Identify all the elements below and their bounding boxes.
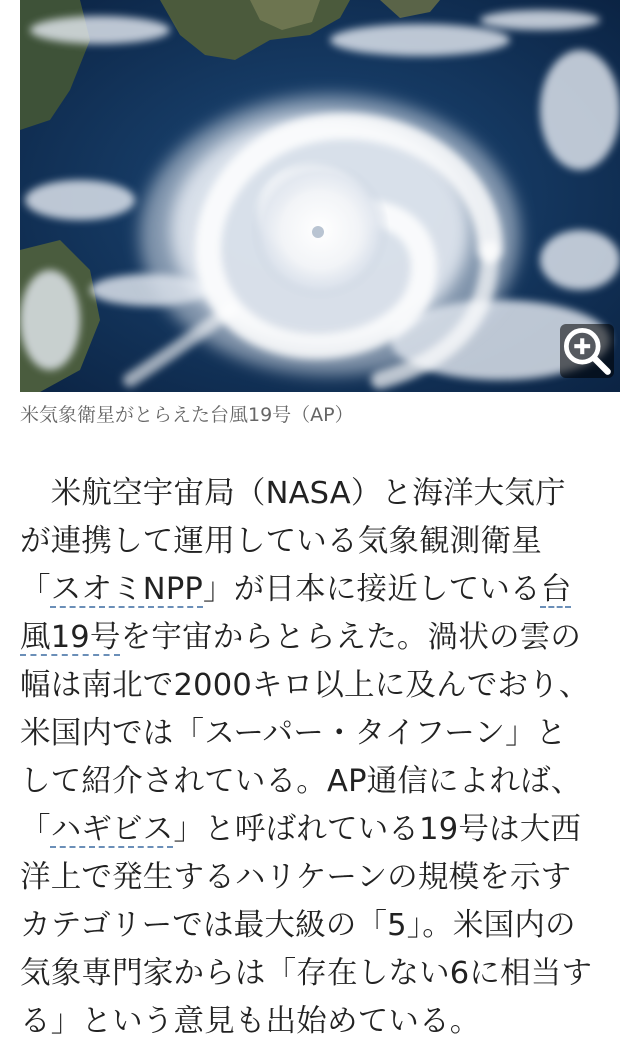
satellite-image	[20, 0, 620, 392]
keyword-link[interactable]: 台	[540, 572, 572, 607]
article-text: カテゴリーでは最大級の「5」。米国内の	[20, 908, 576, 943]
article-text: 幅は南北で2000キロ以上に及んでおり、	[20, 668, 590, 703]
article-text: 「	[20, 572, 51, 607]
article-text: が連携して運用している気象観測衛星	[20, 524, 542, 559]
article-line	[20, 854, 620, 902]
article-body	[20, 470, 620, 1046]
article-line	[20, 998, 620, 1046]
article-line	[20, 566, 620, 614]
photo-caption: 米気象衛星がとらえた台風19号（AP）	[20, 404, 354, 426]
article-text: 」が日本に接近している	[203, 572, 541, 607]
article-text: 」と呼ばれている19号は大西	[173, 812, 582, 847]
article-line	[20, 710, 620, 758]
article-text: を宇宙からとらえた。渦状の雲の	[120, 620, 582, 655]
keyword-link[interactable]: スオミNPP	[50, 572, 204, 607]
article-text: 米国内では「スーパー・タイフーン」と	[20, 716, 567, 751]
keyword-link[interactable]: 風19号	[20, 620, 121, 655]
typhoon-satellite-photo[interactable]	[20, 0, 620, 392]
zoom-button[interactable]	[560, 324, 614, 378]
article-text: して紹介されている。AP通信によれば、	[20, 764, 582, 799]
article-line	[20, 758, 620, 806]
article-text: 気象専門家からは「存在しない6に相当す	[20, 956, 593, 991]
zoom-in-icon	[560, 155, 614, 392]
article-text: 米航空宇宙局（NASA）と海洋大気庁	[20, 476, 566, 511]
article-line	[20, 518, 620, 566]
article-text: る」という意見も出始めている。	[20, 1004, 481, 1039]
article-line	[20, 614, 620, 662]
article-text: 洋上で発生するハリケーンの規模を示す	[20, 860, 572, 895]
keyword-link[interactable]: ハギビス	[50, 812, 174, 847]
article-line	[20, 662, 620, 710]
article-line	[20, 950, 620, 998]
article-line	[20, 902, 620, 950]
article-line	[20, 806, 620, 854]
article-line	[20, 470, 620, 518]
article-text: 「	[20, 812, 51, 847]
